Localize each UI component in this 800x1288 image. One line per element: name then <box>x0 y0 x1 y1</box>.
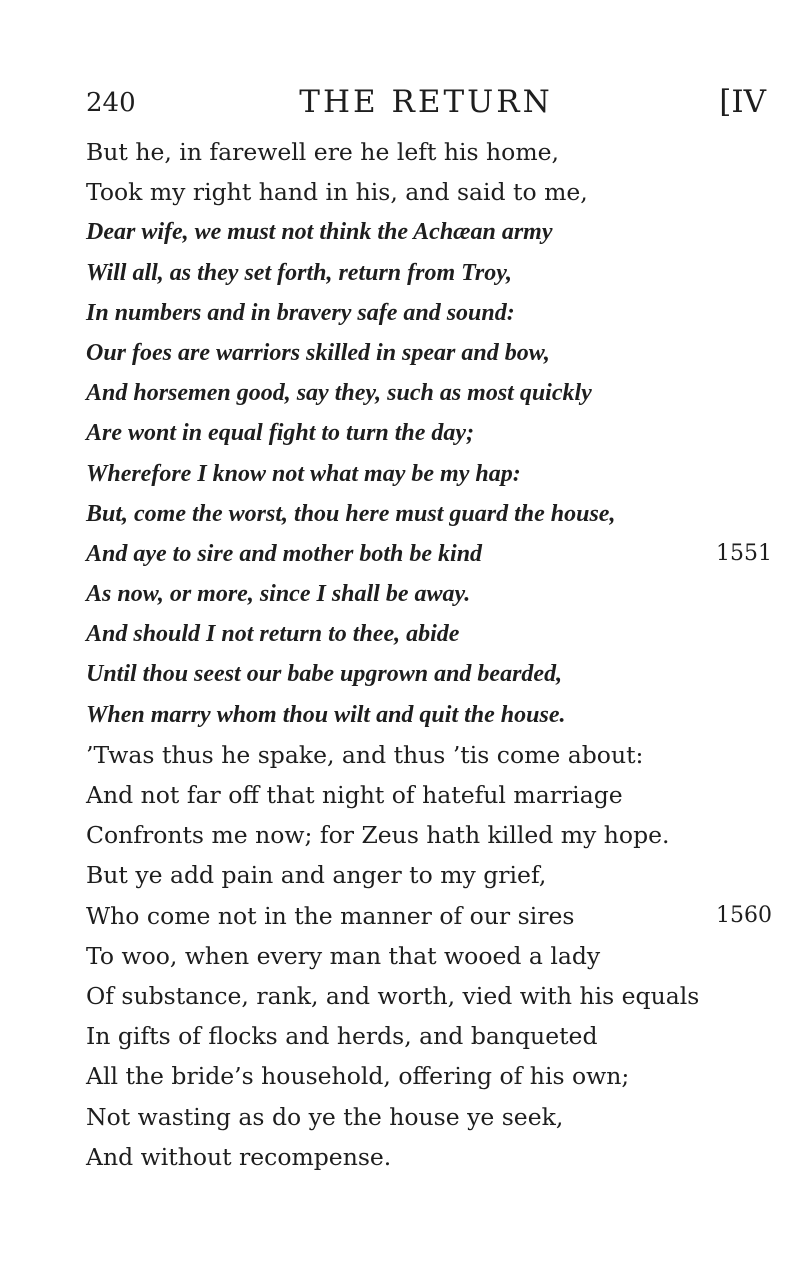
poem-line <box>86 976 776 1016</box>
poem-line-text: ’Twas thus he spake, and thus ’tis come about: <box>86 740 644 769</box>
poem-line-text: Confronts me now; for Zeus hath killed my hope. <box>86 821 670 850</box>
poem-line <box>86 896 776 936</box>
poem-line-text: When marry whom thou wilt and quit the house. <box>86 701 566 728</box>
poem-line-text: But ye add pain and anger to my grief, <box>86 861 547 890</box>
poem-line <box>86 413 776 453</box>
poem-line <box>86 735 776 775</box>
page-header <box>86 84 766 124</box>
poem-line-text: But, come the worst, thou here must guard the house, <box>86 500 616 527</box>
poem-line-text: All the bride’s household, offering of his own; <box>86 1062 630 1091</box>
poem-line <box>86 1137 776 1177</box>
poem-line <box>86 253 776 293</box>
poem-line <box>86 212 776 252</box>
poem-line <box>86 333 776 373</box>
poem-line-text: And aye to sire and mother both be kind <box>86 540 483 567</box>
poem-line-text: And horsemen good, say they, such as most quickly <box>86 380 592 407</box>
poem-line-text: Wherefore I know not what may be my hap: <box>86 460 521 487</box>
book-marker: [IV <box>719 84 766 120</box>
poem-line <box>86 132 776 172</box>
page-number: 240 <box>86 88 136 118</box>
poem-line-text: Dear wife, we must not think the Achæan army <box>86 219 553 246</box>
poem-body <box>86 132 776 1177</box>
poem-line-text: Are wont in equal fight to turn the day; <box>86 420 475 447</box>
poem-line <box>86 936 776 976</box>
poem-line <box>86 454 776 494</box>
line-number: 1560 <box>716 902 772 928</box>
poem-line <box>86 494 776 534</box>
poem-line <box>86 534 776 574</box>
line-number: 1551 <box>716 540 772 566</box>
poem-line-text: Until thou seest our babe upgrown and bearded, <box>86 661 563 688</box>
poem-line-text: Not wasting as do ye the house ye seek, <box>86 1102 564 1131</box>
poem-line-text: And not far off that night of hateful marriage <box>86 781 623 809</box>
poem-line <box>86 815 776 855</box>
poem-line <box>86 654 776 694</box>
poem-line <box>86 574 776 614</box>
poem-line <box>86 855 776 895</box>
poem-line <box>86 1016 776 1056</box>
poem-line <box>86 775 776 815</box>
poem-line <box>86 373 776 413</box>
poem-line <box>86 695 776 735</box>
poem-line <box>86 1097 776 1137</box>
poem-line-text: Took my right hand in his, and said to me, <box>86 178 588 207</box>
poem-line-text: And without recompense. <box>86 1142 392 1171</box>
poem-line-text: Will all, as they set forth, return from Troy, <box>86 259 513 286</box>
poem-line-text: Of substance, rank, and worth, vied with his equals <box>86 981 700 1010</box>
poem-line-text: Our foes are warriors skilled in spear and bow, <box>86 339 550 366</box>
poem-line-text: And should I not return to thee, abide <box>86 621 460 648</box>
poem-line <box>86 293 776 333</box>
poem-line <box>86 614 776 654</box>
poem-line <box>86 172 776 212</box>
poem-line-text: As now, or more, since I shall be away. <box>86 581 471 608</box>
poem-line <box>86 1056 776 1096</box>
running-title: THE RETURN <box>299 84 553 120</box>
poem-line-text: To woo, when every man that wooed a lady <box>86 941 601 970</box>
poem-line-text: In gifts of flocks and herds, and banqueted <box>86 1022 598 1051</box>
poem-line-text: Who come not in the manner of our sires <box>86 901 575 930</box>
poem-line-text: But he, in farewell ere he left his home, <box>86 138 559 166</box>
poem-line-text: In numbers and in bravery safe and sound: <box>86 299 515 326</box>
